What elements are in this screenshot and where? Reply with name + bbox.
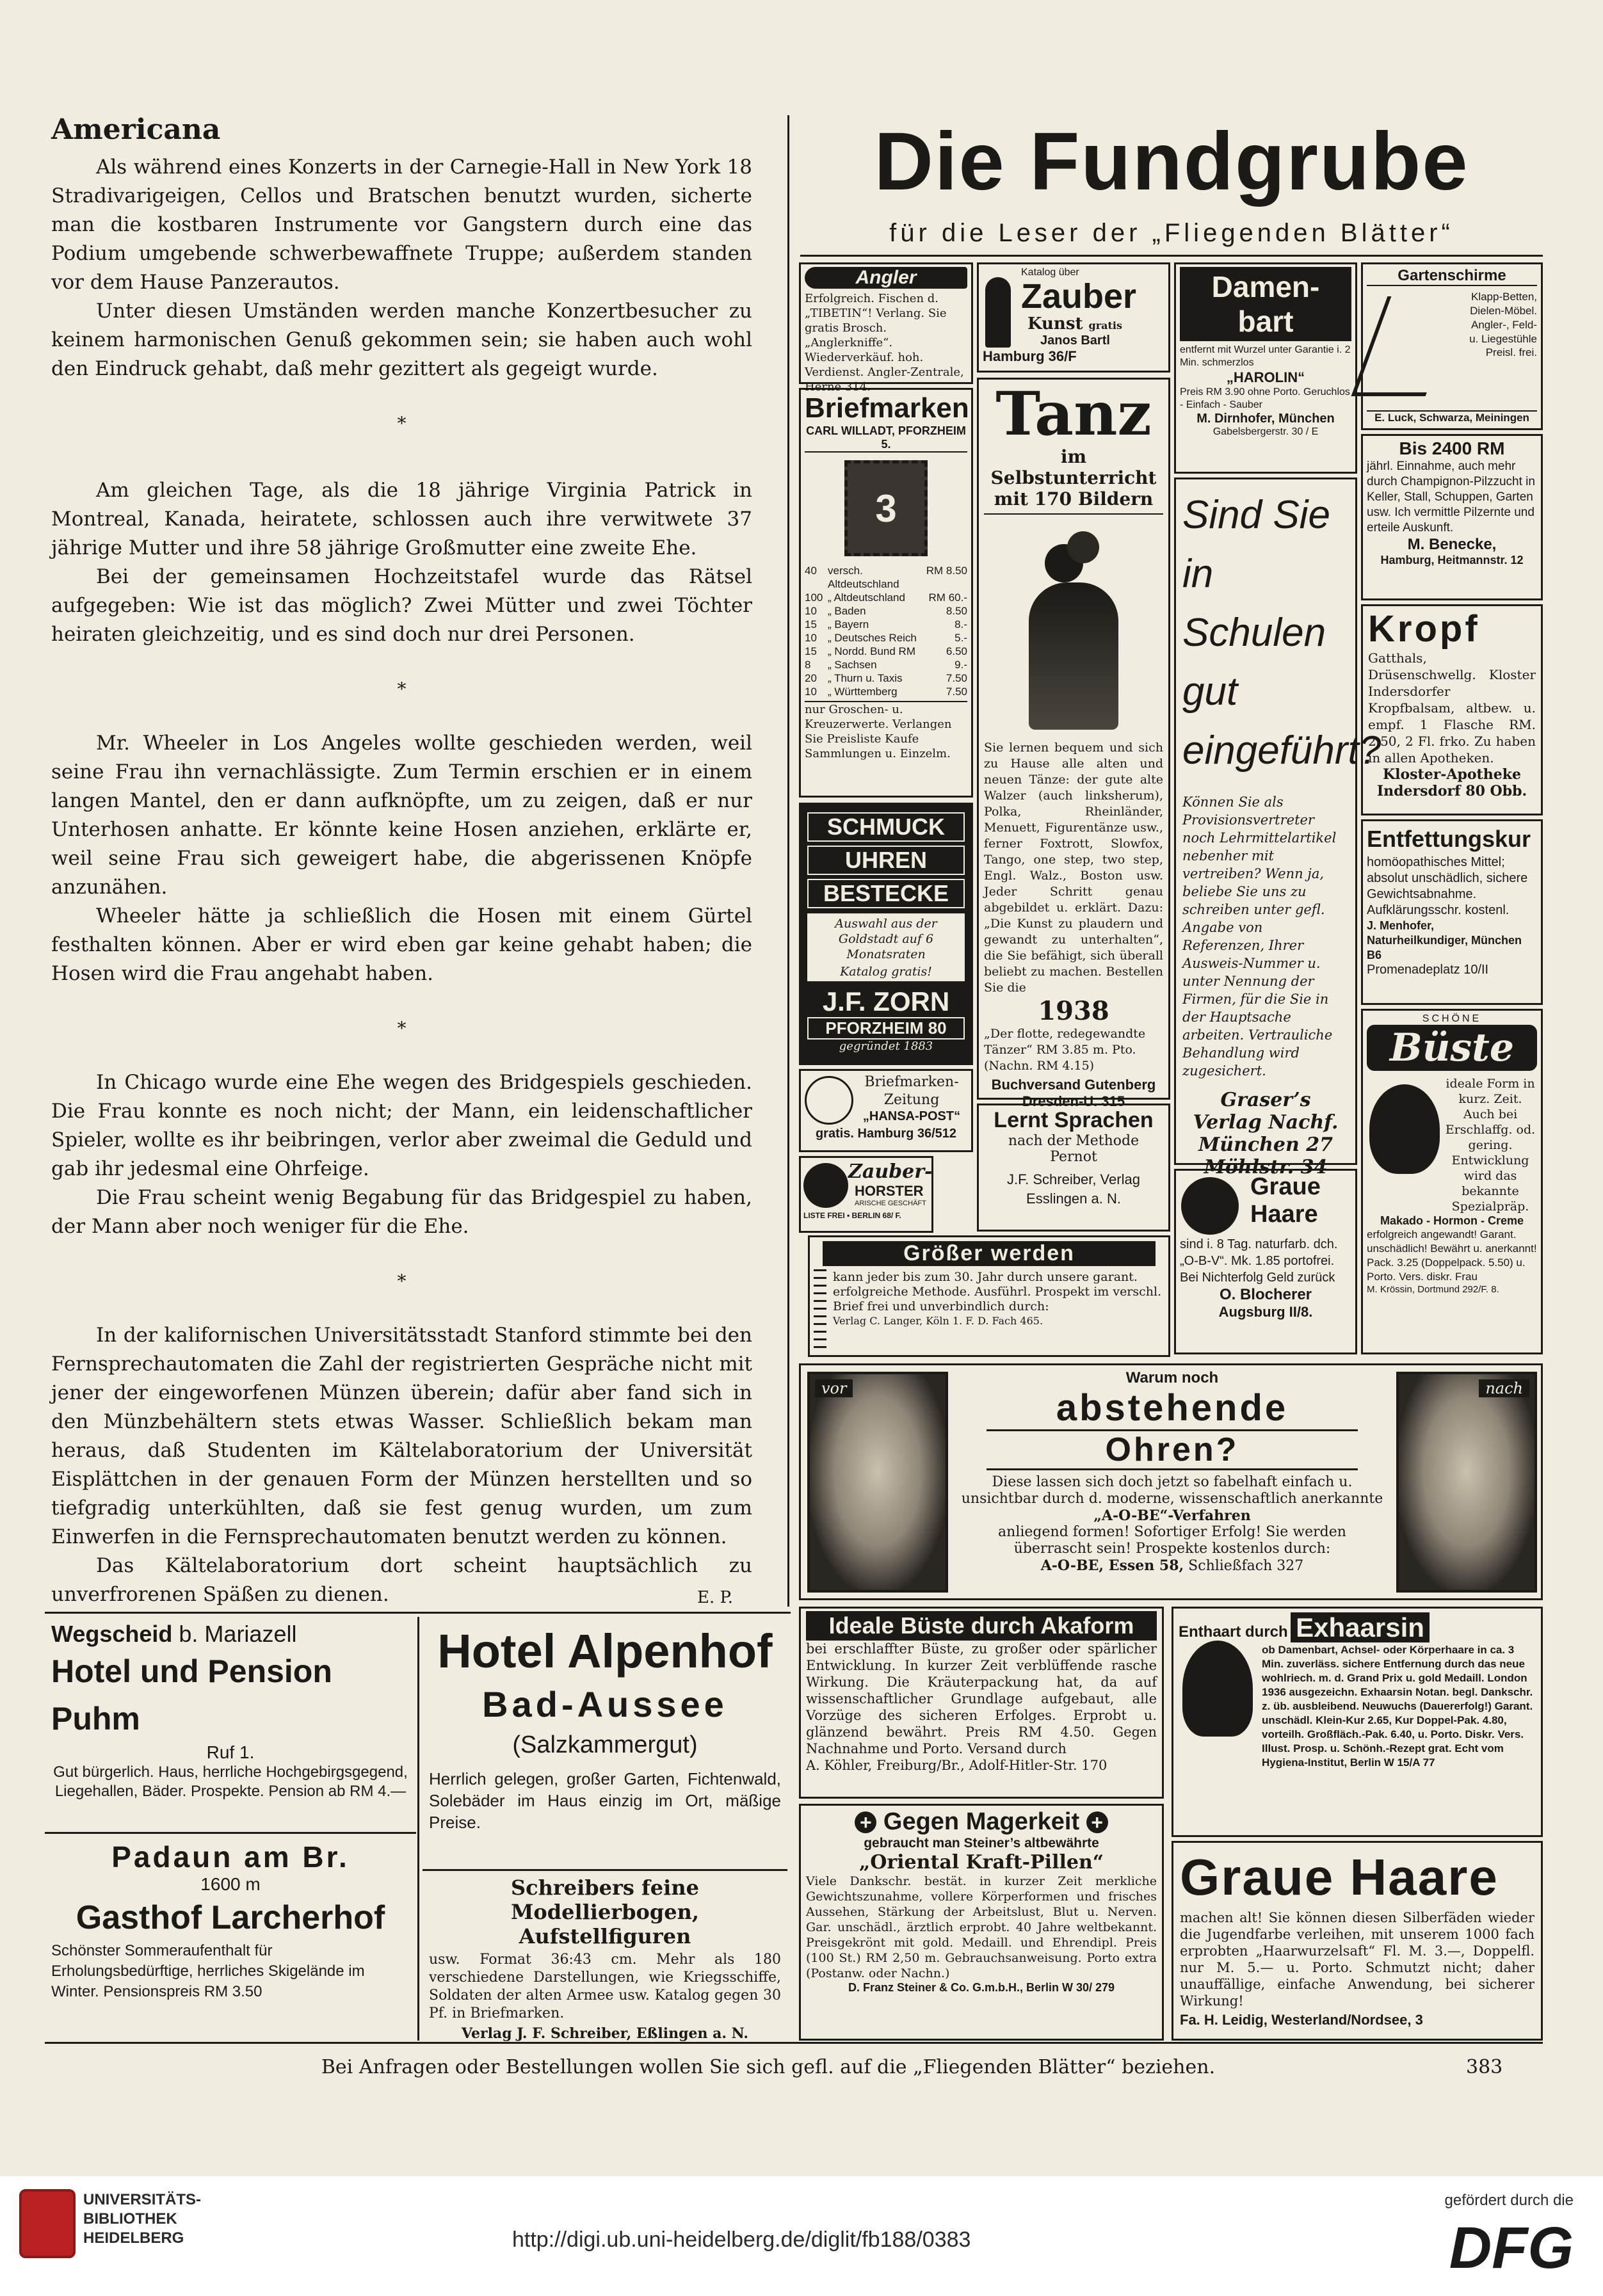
uni-name bbox=[83, 2190, 201, 2248]
ohren-product: „A-O-BE“-Verfahren bbox=[1093, 1507, 1251, 1524]
damenbart-head1: Damen- bbox=[1211, 270, 1320, 303]
separator: * bbox=[397, 678, 407, 700]
red-cross-icon: + bbox=[855, 1811, 876, 1833]
price-row-count: 10 bbox=[805, 686, 817, 698]
ad-graue-haare-1 bbox=[1174, 1169, 1357, 1354]
zorn-city: PFORZHEIM 80 bbox=[807, 1017, 965, 1040]
schulen-firm1: Graser’s bbox=[1220, 1089, 1311, 1111]
price-row-count: 10 bbox=[805, 632, 817, 644]
magerkeit-firm: D. Franz Steiner & Co. G.m.b.H., Berlin W 30/ 279 bbox=[848, 1981, 1115, 1994]
graue2-text: machen alt! Sie können diesen Silberfäden wieder die Jugendfarbe verleihen, mit unserem 1000 fach erprobten „Haarwurzelsaft“ Fl. M. 3.—, Doppelfl. nur M. 5.— u. Porto. Schmutzt nicht; daher unauffällige, einfache Anwendung, bei sicherer Wirkung! bbox=[1180, 1910, 1535, 2009]
zorn-firm: J.F. ZORN bbox=[822, 986, 950, 1016]
article-paragraph: Am gleichen Tage, als die 18 jährige Virginia Patrick in Montreal, Kanada, heiratete, schlossen auch ihre verwitwete 37 jährige Mutter und ihre 58 jährige Großmutter eine zweite Ehe. bbox=[51, 479, 752, 559]
ad-zauber-horster bbox=[799, 1156, 933, 1233]
exhaarsin-head bbox=[1179, 1612, 1536, 1643]
ohren-firm-name: A-O-BE, Essen 58, bbox=[1040, 1557, 1184, 1574]
price-row-count: 20 bbox=[805, 672, 817, 684]
zauber-city: Hamburg 36/F bbox=[983, 348, 1077, 364]
price-row-name: „ Altdeutschland bbox=[828, 591, 905, 604]
alpenhof-l2: Bad-Aussee bbox=[482, 1684, 728, 1724]
puhm-l1 bbox=[51, 1621, 410, 1648]
funded-by: gefördert durch die bbox=[1444, 2192, 1574, 2209]
hotel-divider bbox=[423, 1869, 787, 1871]
entfettung-text: homöopathisches Mittel; absolut unschädlich, sichere Gewichtsabnahme. Aufklärungsschr. kostenl. bbox=[1367, 855, 1528, 917]
price-row bbox=[805, 658, 967, 671]
dancing-couple-icon bbox=[984, 518, 1163, 736]
akaform-text: bei erschlaffter Büste, zu großer oder spärlicher Entwicklung. In kurzer Zeit verblüffende rasche Wirkung. Die Kräuterpackung hat, da auf wissenschaftlicher Grundlage aufgebaut, alle Vorzüge des sicheren Erfolges. Erprobt u. glänzend bewährt. Preis RM 4.50. Gegen Nachnahme und Porto. Versand durch bbox=[806, 1641, 1157, 1756]
price-row bbox=[805, 645, 967, 658]
ad-garten bbox=[1361, 262, 1543, 430]
horster-ball-icon bbox=[803, 1163, 848, 1208]
price-row-count: 10 bbox=[805, 605, 817, 617]
photo-after bbox=[1396, 1372, 1537, 1593]
price-row-price: 8.50 bbox=[946, 605, 967, 617]
tanz-sub2: mit 170 Bildern bbox=[984, 488, 1163, 515]
briefmarken-price-list bbox=[805, 564, 967, 698]
horster-l1: Zauber- bbox=[848, 1160, 933, 1183]
ad-kropf bbox=[1361, 604, 1543, 815]
ad-akaform bbox=[799, 1607, 1164, 1799]
graue2-head: Graue Haare bbox=[1180, 1849, 1499, 1906]
groesser-ruler-icon bbox=[814, 1269, 826, 1353]
damenbart-text: entfernt mit Wurzel unter Garantie i. 2 Min. schmerzlos bbox=[1180, 344, 1351, 368]
entfettung-addr: Promenadeplatz 10/II bbox=[1367, 963, 1489, 977]
price-row-price: 7.50 bbox=[946, 672, 967, 684]
horster-l2: HORSTER bbox=[855, 1183, 924, 1199]
exhaarsin-text: ob Damenbart, Achsel- oder Körperhaare in ca. 3 Min. zuverläss. sichere Entfernung durch das neue wohlriech. m. d. Grand Prix u. gold Medaill. London 1936 ausgezeichn. Exhaarsin Notan. begl. Dankschr. z. üb. ausbleibend. Neuwuchs (Dauererfolg!) Garant. unschädl. Klein-Kur 2.65, Kur Doppel-Pak. 4.80, vorteilh. Großfläch.-Pak. 6.40, u. Porto. Diskr. Vers. Illust. Prosp. u. Schönh.-Rezept grat. Echt vom Hygiena-Institut, Berlin W 15/A 77 bbox=[1262, 1644, 1533, 1769]
puhm-l4: Gut bürgerlich. Haus, herrliche Hochgebirgsgegend, Liegehallen, Bäder. Prospekte. Pension ab RM 4.— bbox=[53, 1763, 408, 1800]
ad-briefmarken bbox=[799, 388, 973, 798]
price-row-name: „ Baden bbox=[828, 605, 866, 617]
hansa-l1: Briefmarken- bbox=[864, 1074, 959, 1090]
damenbart-product: „HAROLIN“ bbox=[1226, 369, 1305, 385]
price-row bbox=[805, 564, 967, 591]
price-row bbox=[805, 631, 967, 645]
price-row bbox=[805, 604, 967, 618]
article-paragraph: Die Frau scheint wenig Begabung für das Bridgespiel zu haben, der Mann aber noch weniger für die Ehe. bbox=[51, 1186, 752, 1238]
university-seal-icon bbox=[19, 2189, 76, 2258]
garten-preisl: Preisl. frei. bbox=[1485, 346, 1537, 358]
horster-l3: ARISCHE GESCHÄFT bbox=[855, 1200, 926, 1207]
magician-icon bbox=[985, 277, 1011, 348]
zauber-gratis: gratis bbox=[1088, 319, 1123, 332]
ohren-addr: Schließfach 327 bbox=[1188, 1558, 1304, 1574]
hansa-l3: „HANSA-POST“ bbox=[862, 1109, 961, 1123]
schreiber-l1: Schreibers feine Modellierbogen, Aufstellfiguren bbox=[510, 1875, 700, 1948]
ad-damenbart bbox=[1174, 262, 1357, 474]
ad-alpenhof bbox=[423, 1617, 787, 1873]
ohren-text: Diese lassen sich doch jetzt so fabelhaft einfach u. unsichtbar durch d. moderne, wissenschaftlich anerkannte bbox=[961, 1474, 1383, 1507]
zauber-kunst: Kunst bbox=[1027, 314, 1083, 333]
puhm-l3: Ruf 1. bbox=[206, 1742, 255, 1762]
buste1-firm: M. Krössin, Dortmund 292/F. 8. bbox=[1367, 1284, 1499, 1295]
price-row-count: 100 bbox=[805, 591, 823, 604]
stamp-value: 3 bbox=[875, 486, 897, 530]
digitization-bar bbox=[0, 2176, 1603, 2296]
ad-entfettung bbox=[1361, 819, 1543, 1005]
magerkeit-head-row bbox=[806, 1808, 1157, 1836]
puhm-l2: Hotel und Pension Puhm bbox=[51, 1653, 332, 1737]
zorn-founded: gegründet 1883 bbox=[839, 1040, 933, 1053]
magerkeit-sub: gebraucht man Steiner’s altbewährte bbox=[864, 1836, 1099, 1850]
price-row-price: 8.- bbox=[955, 618, 967, 630]
photo-before bbox=[807, 1372, 948, 1593]
puhm-wegscheid: Wegscheid bbox=[51, 1621, 173, 1647]
bottom-block-rule bbox=[45, 2042, 1543, 2044]
separator: * bbox=[397, 1018, 407, 1039]
groesser-text: kann jeder bis zum 30. Jahr durch unsere garant. erfolgreiche Methode. Ausführl. Prospekt im verschl. Brief frei und unverbindlich durch: bbox=[833, 1270, 1162, 1313]
price-row-count: 8 bbox=[805, 659, 811, 671]
header-rule bbox=[800, 255, 1543, 257]
price-row-price: RM 60.- bbox=[928, 591, 967, 604]
tanz-text2: „Der flotte, redegewandte Tänzer“ RM 3.85 m. Pto. (Nachn. RM 4.15) bbox=[984, 1027, 1146, 1073]
separator: * bbox=[397, 1271, 407, 1292]
ohren-head1: abstehende bbox=[1056, 1387, 1289, 1429]
schulen-firm4: Möhlstr. 34 bbox=[1204, 1156, 1328, 1178]
price-row-name: „ Sachsen bbox=[828, 659, 877, 671]
hotel-divider bbox=[45, 1832, 416, 1834]
ohren-text2: anliegend formen! Sofortiger Erfolg! Sie werden überrascht sein! Prospekte kostenlos durch: bbox=[998, 1524, 1346, 1557]
ad-magerkeit bbox=[799, 1804, 1164, 2041]
alpenhof-l4: Herrlich gelegen, großer Garten, Fichtenwald, Solebäder im Haus einzig im Ort, mäßige Preise. bbox=[429, 1769, 781, 1832]
alpenhof-l1: Hotel Alpenhof bbox=[437, 1625, 773, 1678]
briefmarken-foot: nur Groschen- u. Kreuzerwerte. Verlangen Sie Preisliste Kaufe Sammlungen u. Einzelm. bbox=[805, 701, 967, 761]
article-paragraph: Wheeler hätte ja schließlich die Hosen mit einem Gürtel festhalten können. Aber er wird eben gar keine gehabt haben; die Hosen wird die Frau angehabt haben. bbox=[51, 904, 752, 985]
garten-firm: E. Luck, Schwarza, Meiningen bbox=[1367, 410, 1537, 424]
kropf-head: Kropf bbox=[1368, 608, 1480, 650]
buste1-product: Makado - Hormon - Creme bbox=[1380, 1214, 1524, 1227]
ad-schulen bbox=[1174, 478, 1381, 1178]
entfettung-firm: J. Menhofer, Naturheilkundiger, München B6 bbox=[1367, 919, 1522, 961]
column-rule bbox=[787, 115, 789, 1607]
price-row bbox=[805, 618, 967, 631]
deckchair-icon bbox=[1351, 296, 1462, 396]
exhaarsin-head2: Exhaarsin bbox=[1291, 1612, 1430, 1642]
larcher-l1: Padaun am Br. bbox=[111, 1840, 350, 1874]
zauber-name: Janos Bartl bbox=[1040, 333, 1110, 348]
article-title: Americana bbox=[51, 113, 221, 146]
briefmarken-head: Briefmarken bbox=[805, 392, 969, 424]
pilze-firm: M. Benecke, bbox=[1407, 536, 1497, 553]
article-paragraph: In der kalifornischen Universitätsstadt Stanford stimmte bei den Fernsprechautomaten die Zahl der registrierten Gespräche nicht mit jener der eingeworfenen Münzen überein; dafür aber fand sich in den Münzbehältern stets etwas Wasser. Schließlich bekam man heraus, daß Studenten im Kältelaboratorium der Universität Eisplättchen in der genauen Form der Münzen herstellten und so tiefgradig unterkühlten, daß sie fest genug wurden, um zum Einwerfen in die Fernsprechautomaten benutzt werden zu können. bbox=[51, 1324, 752, 1548]
ad-buste-1 bbox=[1361, 1009, 1543, 1354]
ad-angler bbox=[799, 262, 973, 394]
alpenhof-l3: (Salzkammergut) bbox=[512, 1731, 698, 1758]
buste1-text: ideale Form in kurz. Zeit. Auch bei Erschlaffg. od. gering. Entwicklung wird das bekannte Spezialpräp. bbox=[1445, 1077, 1536, 1214]
ohren-top: Warum noch bbox=[1125, 1369, 1219, 1386]
article bbox=[51, 112, 752, 1612]
damenbart-firm: M. Dirnhofer, München bbox=[1196, 412, 1335, 426]
price-row-name: „ Deutsches Reich bbox=[828, 632, 917, 644]
graue1-firm: O. Blocherer bbox=[1219, 1286, 1312, 1303]
label-nach: nach bbox=[1479, 1379, 1529, 1397]
garten-head: Gartenschirme bbox=[1367, 267, 1537, 286]
kropf-firm2: Indersdorf 80 Obb. bbox=[1376, 783, 1527, 799]
price-row-name: „ Thurn u. Taxis bbox=[828, 672, 903, 684]
sprachen-text: nach der Methode Pernot bbox=[1008, 1133, 1140, 1165]
ohren-head2: Ohren? bbox=[987, 1429, 1358, 1470]
tanz-firm: Buchversand Gutenberg Dresden-U. 315 bbox=[991, 1077, 1156, 1109]
magerkeit-text: Viele Dankschr. bestät. in kurzer Zeit merkliche Gewichtszunahme, vollere Körperformen und frisches Aussehen, Stärkung der Arbeitslust, Blut u. Nerven. Gar. unschädl., ärztlich erprobt. 40 Jahre weltbekannt. Preisgekrönt mit gold. Medaill. und Ehrendipl. Preis (100 St.) RM 2,50 m. Gebrauchsanweisung. Porto extra (Postanw. oder Nachn.) bbox=[806, 1874, 1157, 1980]
article-paragraph: Mr. Wheeler in Los Angeles wollte geschieden werden, weil seine Frau ihn vernachlässigte. Zum Termin erschien er in einem langen Mantel, den er dann aufknöpfte, um zu zeigen, daß er nur Unterhosen anhatte. Er könnte keine Hosen anziehen, erklärte er, weil seine Frau sich geweigert habe, die abgerissenen Knöpfe anzunähen. bbox=[51, 732, 752, 899]
graue1-city: Augsburg II/8. bbox=[1218, 1304, 1313, 1320]
pilze-city: Hamburg, Heitmannstr. 12 bbox=[1380, 554, 1524, 566]
zauber-sub bbox=[1027, 314, 1164, 333]
graue-head-icon bbox=[1181, 1177, 1239, 1235]
uni-line2: BIBLIOTHEK bbox=[83, 2210, 177, 2228]
schulen-big: Sind Sie in Schulen gut eingeführt? bbox=[1182, 493, 1381, 773]
exhaarsin-woman-icon bbox=[1182, 1641, 1253, 1737]
schulen-firm3: München 27 bbox=[1198, 1134, 1333, 1156]
separator: * bbox=[397, 413, 407, 434]
zorn-uhren: UHREN bbox=[807, 846, 965, 875]
ad-sprachen bbox=[977, 1104, 1170, 1232]
puhm-mariazell: b. Mariazell bbox=[179, 1621, 297, 1647]
article-paragraph: Bei der gemeinsamen Hochzeitstafel wurde das Rätsel aufgegeben: Wie ist das möglich? Zwei Mütter und zwei Töchter heiraten gleichzeitig, und es sind doch nur drei Personen. bbox=[51, 565, 752, 646]
schreiber-l2: usw. Format 36:43 cm. Mehr als 180 verschiedene Darstellungen, wie Kriegsschiffe, Soldaten der alten Armee usw. Katalog gegen 30 Pf. in Briefmarken. bbox=[429, 1952, 781, 2021]
ad-tanz bbox=[977, 378, 1170, 1109]
ad-schreiber bbox=[423, 1873, 787, 2041]
bottom-block-rule bbox=[45, 1612, 791, 1614]
ad-puhm bbox=[45, 1617, 416, 1834]
price-row-price: 9.- bbox=[955, 659, 967, 671]
ad-zauber bbox=[977, 262, 1170, 373]
damenbart-head bbox=[1180, 267, 1351, 341]
buste1-top: SCHÖNE bbox=[1422, 1013, 1482, 1024]
price-row-count: 15 bbox=[805, 645, 817, 657]
groesser-firm: Verlag C. Langer, Köln 1. F. D. Fach 465. bbox=[833, 1315, 1043, 1327]
permalink[interactable]: http://digi.ub.uni-heidelberg.de/diglit/fb188/0383 bbox=[512, 2228, 971, 2252]
magerkeit-product: „Oriental Kraft-Pillen“ bbox=[858, 1851, 1104, 1874]
page-number: 383 bbox=[1466, 2056, 1503, 2078]
hotel-vertical-rule bbox=[417, 1617, 419, 2041]
hansa-l2: Zeitung bbox=[883, 1092, 940, 1108]
zorn-text: Auswahl aus der Goldstadt auf 6 Monatsraten bbox=[807, 913, 965, 965]
price-row-count: 15 bbox=[805, 618, 817, 630]
dfg-logo-icon: DFG bbox=[1449, 2215, 1574, 2281]
signature: E. P. bbox=[697, 1588, 733, 1607]
price-row bbox=[805, 685, 967, 698]
fundgrube-title: Die Fundgrube bbox=[874, 116, 1469, 207]
price-row-price: 6.50 bbox=[946, 645, 967, 657]
uni-line1: UNIVERSITÄTS- bbox=[83, 2191, 202, 2208]
ad-larcherhof bbox=[45, 1836, 416, 2041]
damenbart-addr: Gabelsbergerstr. 30 / E bbox=[1212, 426, 1319, 437]
price-row-price: RM 8.50 bbox=[926, 565, 967, 577]
ad-graue-haare-2 bbox=[1172, 1841, 1543, 2041]
tanz-sub1: im Selbstunterricht bbox=[990, 446, 1157, 488]
price-row-name: „ Württemberg bbox=[828, 686, 898, 698]
ad-hansa bbox=[799, 1069, 973, 1152]
graue1-head2: Haare bbox=[1250, 1201, 1318, 1228]
pilze-head: Bis 2400 RM bbox=[1399, 438, 1505, 458]
ad-exhaarsin bbox=[1172, 1607, 1543, 1837]
label-vor: vor bbox=[815, 1379, 853, 1397]
zorn-schmuck: SCHMUCK bbox=[807, 812, 965, 842]
graue1-head1: Graue bbox=[1250, 1173, 1321, 1200]
horster-l4: LISTE FREI • BERLIN 68/ F. bbox=[803, 1211, 901, 1220]
tanz-year: 1938 bbox=[1038, 996, 1109, 1026]
entfettung-head: Entfettungskur bbox=[1367, 826, 1531, 852]
price-row bbox=[805, 591, 967, 604]
price-row bbox=[805, 671, 967, 685]
ad-ohren bbox=[799, 1363, 1543, 1600]
angler-fish-banner: Angler bbox=[805, 267, 967, 289]
schreiber-l3: Verlag J. F. Schreiber, Eßlingen a. N. bbox=[461, 2025, 749, 2042]
ad-groesser bbox=[808, 1235, 1170, 1357]
zorn-katalog: Katalog gratis! bbox=[807, 965, 965, 981]
akaform-firm: A. Köhler, Freiburg/Br., Adolf-Hitler-Str. 170 bbox=[806, 1758, 1108, 1773]
kropf-firm1: Kloster-Apotheke bbox=[1383, 766, 1521, 783]
garten-text: Klapp-Betten, Dielen-Möbel. Angler-, Feld- u. Liegestühle bbox=[1469, 291, 1537, 345]
price-row-name: „ Nordd. Bund RM bbox=[828, 645, 915, 657]
graue2-firm: Fa. H. Leidig, Westerland/Nordsee, 3 bbox=[1180, 2012, 1423, 2028]
angler-text: Erfolgreich. Fischen d. „TIBETIN“! Verlang. Sie gratis Brosch. „Anglerkniffe“. Wiederverkäuf. hoh. Verdienst. Angler-Zentrale, Herne 314. bbox=[805, 292, 964, 394]
tanz-text: Sie lernen bequem und sich zu Hause alle alten und neuen Tänze: der gute alte Walzer (auch linksherum), Polka, Rheinländer, Menuett, Figurentänze usw., ferner Foxtrott, Slowfox, Tango, one step, two step, Engl. Walz., Boston usw. Jeder Schritt genau abgebildet u. erklärt. Dazu: „Die Kunst zu plaudern und gewandt zu unterhalten“, die Sie befähigt, sich überall beliebt zu machen. Bestellen Sie die bbox=[984, 741, 1163, 995]
magerkeit-head: Gegen Magerkeit bbox=[883, 1808, 1080, 1835]
hansa-l4: gratis. Hamburg 36/512 bbox=[815, 1127, 957, 1141]
article-paragraph: Unter diesen Umständen werden manche Konzertbesucher zu keinem harmonischen Genuß gekommen sein; sie haben auch wohl den Eindruck gehabt, daß mehr gezittert als gegeigt wurde. bbox=[51, 300, 752, 380]
exhaarsin-head1: Enthaart durch bbox=[1179, 1623, 1288, 1641]
damenbart-head2: bart bbox=[1237, 305, 1294, 338]
price-row-price: 5.- bbox=[955, 632, 967, 644]
zauber-head: Zauber bbox=[1021, 277, 1137, 316]
larcher-l3: Gasthof Larcherhof bbox=[76, 1899, 385, 1936]
buste1-text2: erfolgreich angewandt! Garant. unschädlich! Bewährt u. anerkannt! Pack. 3.25 (Doppelpack. 5.50) u. Porto. Vers. diskr. Frau bbox=[1367, 1228, 1537, 1283]
article-paragraph: Das Kältelaboratorium dort scheint hauptsächlich zu unverfrorenen Späßen zu dienen. bbox=[51, 1554, 752, 1606]
damenbart-text2: Preis RM 3.90 ohne Porto. Geruchlos - Einfach - Sauber bbox=[1180, 387, 1350, 410]
buste1-head: Büste bbox=[1367, 1025, 1537, 1071]
sprachen-head: Lernt Sprachen bbox=[994, 1108, 1154, 1132]
zauber-top: Katalog über bbox=[1021, 267, 1079, 278]
pilze-text: jährl. Einnahme, auch mehr durch Champignon-Pilzzucht in Keller, Stall, Schuppen, Garten usw. Ich vermittle Pilzernte und erteile Auskunft. bbox=[1367, 460, 1535, 534]
price-row-name: „ Bayern bbox=[828, 618, 869, 630]
larcher-l4: Schönster Sommeraufenthalt für Erholungsbedürftige, herrliches Skigelände im Winter. Pensionspreis RM 3.50 bbox=[51, 1942, 365, 2000]
uni-line3: HEIDELBERG bbox=[83, 2229, 184, 2247]
price-row-count: 40 bbox=[805, 565, 817, 577]
price-row-name: versch. Altdeutschland bbox=[828, 565, 899, 590]
schulen-text: Können Sie als Provisionsvertreter noch Lehrmittelartikel nebenher mit vertreiben? Wenn ja, beliebe Sie uns zu schreiben unter gefl. Angabe von Referenzen, Ihrer Ausweis-Nummer u. unter Nennung der Firmen, für die Sie in der Hauptsache arbeiten. Vertrauliche Behandlung wird zugesichert. bbox=[1182, 794, 1337, 1079]
akaform-head: Ideale Büste durch Akaform bbox=[806, 1611, 1157, 1641]
kropf-text: Gatthals, Drüsenschwellg. Kloster Indersdorfer Kropfbalsam, altbew. u. empf. 1 Flasche RM. 2.50, 2 Fl. frko. Zu haben in allen Apotheken. bbox=[1368, 650, 1536, 766]
footer-note: Bei Anfragen oder Bestellungen wollen Sie sich gefl. auf die „Fliegenden Blätter“ beziehen. bbox=[321, 2056, 1216, 2078]
article-paragraph: In Chicago wurde eine Ehe wegen des Bridgespiels geschieden. Die Frau konnte es noch nicht; der Mann, ein leidenschaftlicher Spieler, wollte es ihr beibringen, verlor aber zweimal die Geduld und gab ihr jedesmal eine Ohrfeige. bbox=[51, 1071, 752, 1180]
tanz-head: Tanz bbox=[995, 379, 1152, 449]
article-paragraph: Als während eines Konzerts in der Carnegie-Hall in New York 18 Stradivarigeigen, Cellos und Bratschen benutzt wurden, sicherte man die kostbaren Instrumente vor Gangstern durch eine das Podium umgebende schwerbewaffnete Truppe; außerdem standen vor dem Hause Panzerautos. bbox=[51, 156, 752, 294]
graue1-text: sind i. 8 Tag. naturfarb. dch. „O-B-V“. Mk. 1.85 portofrei. Bei Nichterfolg Geld zurück bbox=[1180, 1237, 1338, 1285]
fundgrube-subtitle: für die Leser der „Fliegenden Blätter“ bbox=[889, 219, 1454, 247]
zorn-bestecke: BESTECKE bbox=[807, 879, 965, 908]
red-cross-icon: + bbox=[1086, 1811, 1108, 1833]
ohren-firm bbox=[961, 1557, 1383, 1574]
price-row-price: 7.50 bbox=[946, 686, 967, 698]
sprachen-firm: J.F. Schreiber, Verlag Esslingen a. N. bbox=[1007, 1171, 1140, 1207]
stamp-icon bbox=[844, 460, 928, 556]
ad-pilze bbox=[1361, 434, 1543, 600]
larcher-l2: 1600 m bbox=[200, 1874, 261, 1894]
ad-zorn bbox=[799, 803, 973, 1065]
schulen-firm2: Verlag Nachf. bbox=[1193, 1111, 1339, 1134]
hansa-emblem-icon bbox=[805, 1076, 853, 1125]
briefmarken-firm: CARL WILLADT, PFORZHEIM 5. bbox=[805, 424, 967, 453]
woman-portrait-icon bbox=[1369, 1084, 1440, 1174]
groesser-head: Größer werden bbox=[823, 1241, 1156, 1266]
